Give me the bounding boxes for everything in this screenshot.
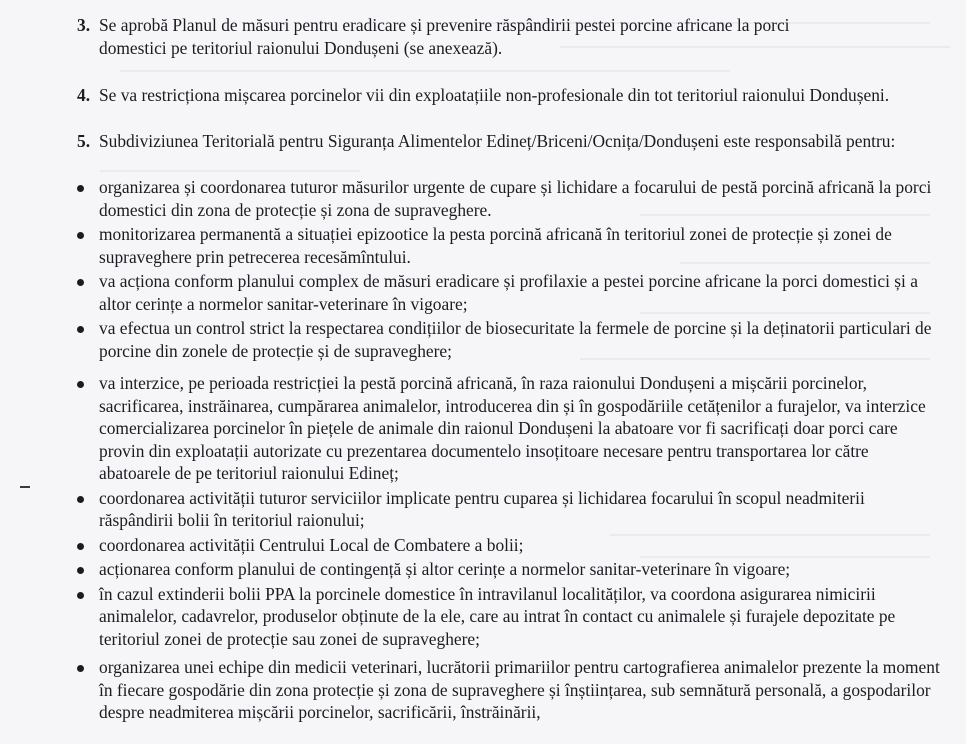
margin-dash-mark	[20, 486, 30, 488]
numbered-item-5	[77, 130, 939, 153]
numbered-item-4	[77, 84, 939, 107]
list-item: monitorizarea permanentă a situației epizootice la pesta porcină africană în teritoriul zonei de protecție și zonei de supraveghere prin petrecerea recesămîntului.	[73, 223, 943, 268]
item-number: 3.	[77, 15, 91, 35]
item-number: 5.	[77, 131, 91, 151]
item-text: Se aprobă Planul de măsuri pentru eradicare și prevenire răspândirii pestei porcine africane la porci domestici pe teritoriul raionului Dondușeni (se anexează).	[99, 15, 790, 58]
item-text: Se va restricționa mișcarea porcinelor vii din exploatațiile non-profesionale din tot teritoriul raionului Dondușeni.	[99, 85, 890, 105]
list-item: organizarea și coordonarea tuturor măsurilor urgente de cupare și lichidare a focarului de pestă porcină africană la porci domestici din zona de protecție și zona de supraveghere.	[73, 176, 943, 221]
list-item: în cazul extinderii bolii PPA la porcinele domestice în intravilanul localităților, va coordona asigurarea nimicirii animalelor, cadavrelor, produselor obținute de la ele, care au intrat în contact cu animalele și furajele depozitate pe teritoriul zonei de protecție sau zonei de supraveghere;	[73, 583, 943, 651]
list-item: organizarea unei echipe din medicii veterinari, lucrătorii primariilor pentru cartografierea animalelor prezente la moment în fiecare gospodărie din zona protecție și zona de supraveghere și înștiințarea, sub semnătură personală, a gospodarilor despre neadmiterea mișcării porcinelor, sacrificării, înstrăinării,	[73, 656, 943, 724]
item-number: 4.	[77, 85, 91, 105]
list-item: va acționa conform planului complex de măsuri eradicare și profilaxie a pestei porcine africane la porci domestici și a altor cerințe a normelor sanitar-veterinare în vigoare;	[73, 270, 943, 315]
list-item: acționarea conform planului de contingență și altor cerințe a normelor sanitar-veterinare în vigoare;	[73, 558, 943, 581]
responsibilities-list	[73, 176, 943, 724]
numbered-item-3	[77, 14, 939, 60]
item-text: Subdiviziunea Teritorială pentru Siguranța Alimentelor Edineț/Briceni/Ocnița/Dondușeni este responsabilă pentru:	[99, 131, 896, 151]
list-item: coordonarea activității tuturor serviciilor implicate pentru cuparea și lichidarea focarului în scopul neadmiterii răspândirii bolii în teritoriul raionului;	[73, 487, 943, 532]
list-item: va efectua un control strict la respectarea condițiilor de biosecuritate la fermele de porcine și la deținatorii particulari de porcine din zonele de protecție și de supraveghere;	[73, 317, 943, 362]
list-item: va interzice, pe perioada restricției la pestă porcină africană, în raza raionului Dondușeni a mișcării porcinelor, sacrificarea, instrăinarea, cumpărarea animalelor, introducerea din și în gospodăriile cetățenilor a furajelor, va interzice comercializarea porcinelor în piețele de animale din raionul Dondușeni la abatoare vor fi sacrificați doar porci care provin din exploatații autorizate cu prezentarea documentelo insoțitoare necesare pentru transportarea lor către abatoarele de pe teritoriul raionului Edineț;	[73, 372, 943, 485]
list-item: coordonarea activității Centrului Local de Combatere a bolii;	[73, 534, 943, 557]
